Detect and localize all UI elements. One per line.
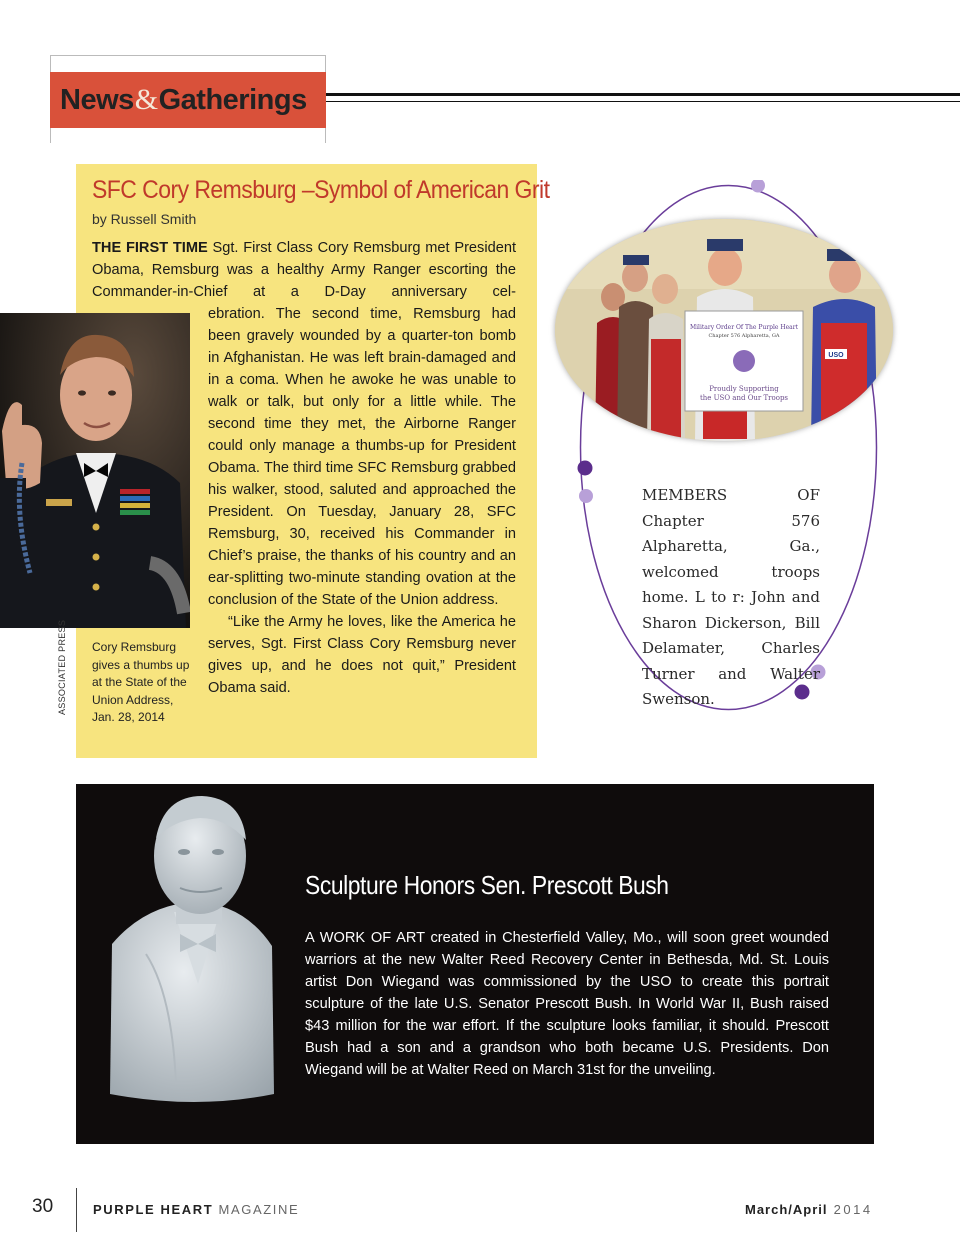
chapter-group-photo	[555, 219, 893, 441]
article-lead-text: Sgt. First Class Cory Remsburg met President Obama, Remsburg was a healthy Army Ranger escorting the Commander-in-Chief at a D-Day anniversary cel-	[92, 240, 516, 300]
section-header	[50, 72, 326, 128]
sign-line-4: the USO and Our Troops	[699, 394, 789, 402]
article-quote-paragraph: “Like the Army he loves, like the America he serves, Sgt. First Class Cory Remsburg never gives up, and he does not quit,” President Obama said.	[208, 614, 516, 696]
magazine-name-light: MAGAZINE	[213, 1202, 300, 1217]
soldier-photo-art	[0, 313, 190, 628]
sign-line-2: Chapter 576 Alpharetta, GA	[708, 333, 780, 339]
magazine-name-bold: PURPLE HEART	[93, 1202, 214, 1217]
article-body-paragraph: ebration. The second time, Remsburg had been gravely wounded by a quarter-ton bomb in Afghanistan. He was left brain-damaged and in a coma. When he awoke he was unable to walk or talk, but only for a little while. The second time they met, the Airborne Ranger could only manage a thumbs-up for President Obama. The third time SFC Remsburg grabbed his walker, stood, saluted and approached the President. On Tuesday, January 28, SFC Remsburg, 30, received his Commander in Chief’s praise, the thanks of his country and an ear-splitting two-minute standing ovation at the conclusion of the State of the Union address.	[208, 306, 516, 608]
header-double-rule-thick	[326, 93, 960, 96]
section-title-word2: Gatherings	[158, 84, 307, 116]
page-number: 30	[32, 1196, 54, 1217]
section-title-amp: &	[134, 83, 158, 116]
sculpture-body: A WORK OF ART created in Chesterfield Valley, Mo., will soon greet wounded warriors at the new Walter Reed Recovery Center in Bethesda, Md. St. Louis artist Don Wiegand was commissioned by the USO to create this portrait sculpture of the late U.S. Senator Prescott Bush. In World War II, Bush raised $43 million for the war effort. If the sculpture looks familiar, it should. Prescott Bush had a son and a grandson who both became U.S. Presidents. Don Wiegand will be at Walter Reed on March 31st for the unveiling.	[305, 930, 829, 1078]
sculpture-bust-image	[76, 784, 316, 1144]
footer-divider	[76, 1188, 77, 1232]
article-byline: by Russell Smith	[92, 211, 197, 227]
photo-credit: ASSOCIATED PRESS	[57, 619, 67, 715]
issue-date-light: 2014	[827, 1202, 873, 1217]
section-title	[60, 83, 307, 117]
issue-date	[745, 1202, 873, 1217]
sign-line-3: Proudly Supporting	[709, 385, 779, 393]
magazine-name	[93, 1202, 299, 1217]
chapter-photo-caption: MEMBERS OF Chapter 576 Alpharetta, Ga., welcomed troops home. L to r: John and Sharon Dickerson, Bill Delamater, Charles Turner and Walter Swenson.	[642, 486, 820, 708]
chapter-group-photo-art	[555, 219, 893, 441]
sculpture-title: Sculpture Honors Sen. Prescott Bush	[305, 870, 669, 900]
article-lead	[92, 237, 516, 303]
issue-date-bold: March/April	[745, 1202, 828, 1217]
article-title: SFC Cory Remsburg –Symbol of American Grit	[92, 176, 550, 204]
soldier-photo-caption: Cory Remsburg gives a thumbs up at the State of the Union Address, Jan. 28, 2014	[92, 640, 190, 724]
article-lead-strong: THE FIRST TIME	[92, 240, 208, 256]
apron-label: USO	[828, 352, 844, 359]
section-title-word1: News	[60, 84, 134, 116]
article-body	[208, 303, 516, 699]
sign-line-1: Military Order Of The Purple Heart	[689, 324, 799, 331]
header-double-rule-thin	[326, 101, 960, 102]
header-rule-top	[50, 55, 326, 56]
soldier-photo	[0, 313, 190, 628]
